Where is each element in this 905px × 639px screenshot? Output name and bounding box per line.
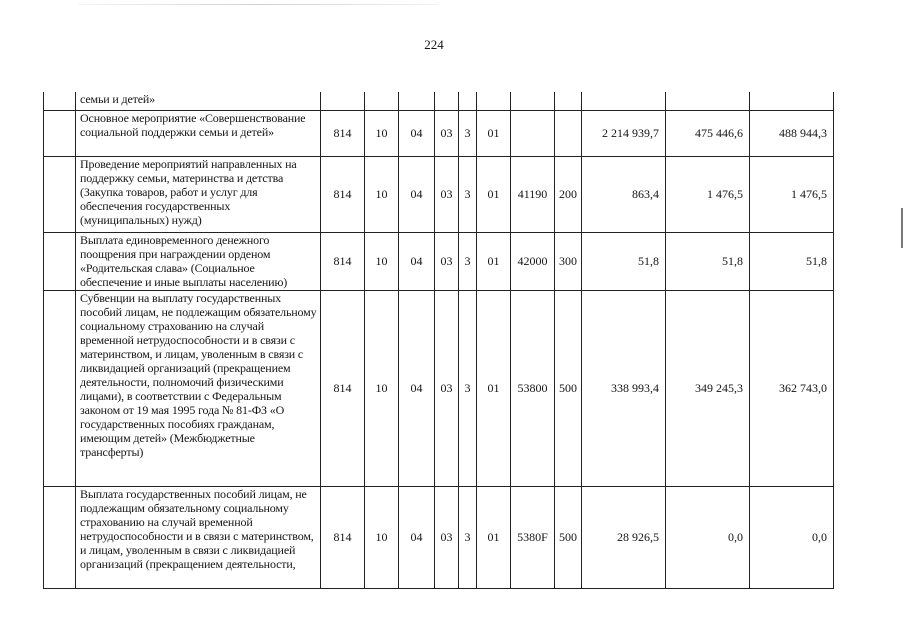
section-code-cell bbox=[365, 92, 399, 110]
amount-cell-year-3: 0,0 bbox=[750, 486, 834, 588]
expense-type-cell bbox=[555, 110, 582, 156]
amount-cell-year-1: 863,4 bbox=[582, 156, 666, 232]
item-name-cell: Выплата государственных пособий лицам, не подлежащим обязательному социальному страхованию на случай временной нетрудоспособности и в связи с материнством, и лицам, уволенным в связи с ликвидацией организаций (прекращением деятельности, bbox=[76, 486, 321, 588]
amount-cell-year-2: 349 245,3 bbox=[666, 290, 750, 486]
ministry-code-cell: 814 bbox=[321, 110, 365, 156]
activity-code-cell: 01 bbox=[477, 156, 511, 232]
subsection-code-cell: 04 bbox=[399, 110, 435, 156]
amount-cell-year-2: 0,0 bbox=[666, 486, 750, 588]
table-row bbox=[44, 156, 834, 232]
amount-cell-year-3: 51,8 bbox=[750, 232, 834, 290]
program-code-cell bbox=[435, 92, 459, 110]
page-number: 224 bbox=[424, 37, 444, 52]
amount-cell-year-1: 2 214 939,7 bbox=[582, 110, 666, 156]
subsection-code-cell: 04 bbox=[399, 290, 435, 486]
direction-code-cell: 42000 bbox=[511, 232, 555, 290]
row-number-cell bbox=[44, 92, 76, 110]
amount-cell-year-3: 1 476,5 bbox=[750, 156, 834, 232]
item-name-cell: Основное мероприятие «Совершенствование социальной поддержки семьи и детей» bbox=[76, 110, 321, 156]
budget-table bbox=[43, 92, 834, 589]
table-row bbox=[44, 92, 834, 110]
activity-code-cell: 01 bbox=[477, 232, 511, 290]
section-code-cell: 10 bbox=[365, 486, 399, 588]
expense-type-cell bbox=[555, 92, 582, 110]
subprogram-code-cell: 3 bbox=[459, 232, 477, 290]
item-name-cell: Субвенции на выплату государственных пособий лицам, не подлежащим обязательному социальному страхованию на случай временной нетрудоспособности и в связи с материнством, и лицам, уволенным в связи с ликвидацией организаций (прекращением деятельности, полномочий физическими лицами), в соответствии с Федеральным законом от 19 мая 1995 года № 81-ФЗ «О государственных пособиях гражданам, имеющим детей» (Межбюджетные трансферты) bbox=[76, 290, 321, 486]
amount-cell-year-1 bbox=[582, 92, 666, 110]
subsection-code-cell bbox=[399, 92, 435, 110]
amount-cell-year-1: 338 993,4 bbox=[582, 290, 666, 486]
row-number-cell bbox=[44, 156, 76, 232]
section-code-cell: 10 bbox=[365, 232, 399, 290]
expense-type-cell: 200 bbox=[555, 156, 582, 232]
ministry-code-cell: 814 bbox=[321, 232, 365, 290]
amount-cell-year-1: 28 926,5 bbox=[582, 486, 666, 588]
table-row bbox=[44, 110, 834, 156]
expense-type-cell: 300 bbox=[555, 232, 582, 290]
amount-cell-year-1: 51,8 bbox=[582, 232, 666, 290]
subprogram-code-cell: 3 bbox=[459, 156, 477, 232]
ministry-code-cell bbox=[321, 92, 365, 110]
amount-cell-year-3 bbox=[750, 92, 834, 110]
item-name-cell: Проведение мероприятий направленных на поддержку семьи, материнства и детства (Закупка товаров, работ и услуг для обеспечения государственных (муниципальных) нужд) bbox=[76, 156, 321, 232]
direction-code-cell: 53800 bbox=[511, 290, 555, 486]
expense-type-cell: 500 bbox=[555, 486, 582, 588]
scan-artifact-line bbox=[78, 4, 438, 5]
activity-code-cell: 01 bbox=[477, 290, 511, 486]
item-name-cell: Выплата единовременного денежного поощрения при награждении орденом «Родительская слава» (Социальное обеспечение и иные выплаты населению) bbox=[76, 232, 321, 290]
direction-code-cell bbox=[511, 110, 555, 156]
section-code-cell: 10 bbox=[365, 156, 399, 232]
subprogram-code-cell: 3 bbox=[459, 110, 477, 156]
expense-type-cell: 500 bbox=[555, 290, 582, 486]
item-name-cell: семьи и детей» bbox=[76, 92, 321, 110]
table-row bbox=[44, 486, 834, 588]
direction-code-cell: 5380F bbox=[511, 486, 555, 588]
amount-cell-year-2: 51,8 bbox=[666, 232, 750, 290]
program-code-cell: 03 bbox=[435, 290, 459, 486]
row-number-cell bbox=[44, 486, 76, 588]
table-row bbox=[44, 232, 834, 290]
program-code-cell: 03 bbox=[435, 232, 459, 290]
ministry-code-cell: 814 bbox=[321, 486, 365, 588]
program-code-cell: 03 bbox=[435, 156, 459, 232]
subsection-code-cell: 04 bbox=[399, 486, 435, 588]
section-code-cell: 10 bbox=[365, 110, 399, 156]
amount-cell-year-3: 488 944,3 bbox=[750, 110, 834, 156]
subprogram-code-cell bbox=[459, 92, 477, 110]
row-number-cell bbox=[44, 290, 76, 486]
direction-code-cell: 41190 bbox=[511, 156, 555, 232]
subsection-code-cell: 04 bbox=[399, 156, 435, 232]
subprogram-code-cell: 3 bbox=[459, 486, 477, 588]
activity-code-cell bbox=[477, 92, 511, 110]
activity-code-cell: 01 bbox=[477, 486, 511, 588]
scan-edge-mark bbox=[901, 208, 903, 248]
amount-cell-year-3: 362 743,0 bbox=[750, 290, 834, 486]
row-number-cell bbox=[44, 232, 76, 290]
program-code-cell: 03 bbox=[435, 486, 459, 588]
amount-cell-year-2: 475 446,6 bbox=[666, 110, 750, 156]
direction-code-cell bbox=[511, 92, 555, 110]
ministry-code-cell: 814 bbox=[321, 156, 365, 232]
row-number-cell bbox=[44, 110, 76, 156]
table-row bbox=[44, 290, 834, 486]
subprogram-code-cell: 3 bbox=[459, 290, 477, 486]
section-code-cell: 10 bbox=[365, 290, 399, 486]
subsection-code-cell: 04 bbox=[399, 232, 435, 290]
program-code-cell: 03 bbox=[435, 110, 459, 156]
amount-cell-year-2 bbox=[666, 92, 750, 110]
activity-code-cell: 01 bbox=[477, 110, 511, 156]
ministry-code-cell: 814 bbox=[321, 290, 365, 486]
amount-cell-year-2: 1 476,5 bbox=[666, 156, 750, 232]
